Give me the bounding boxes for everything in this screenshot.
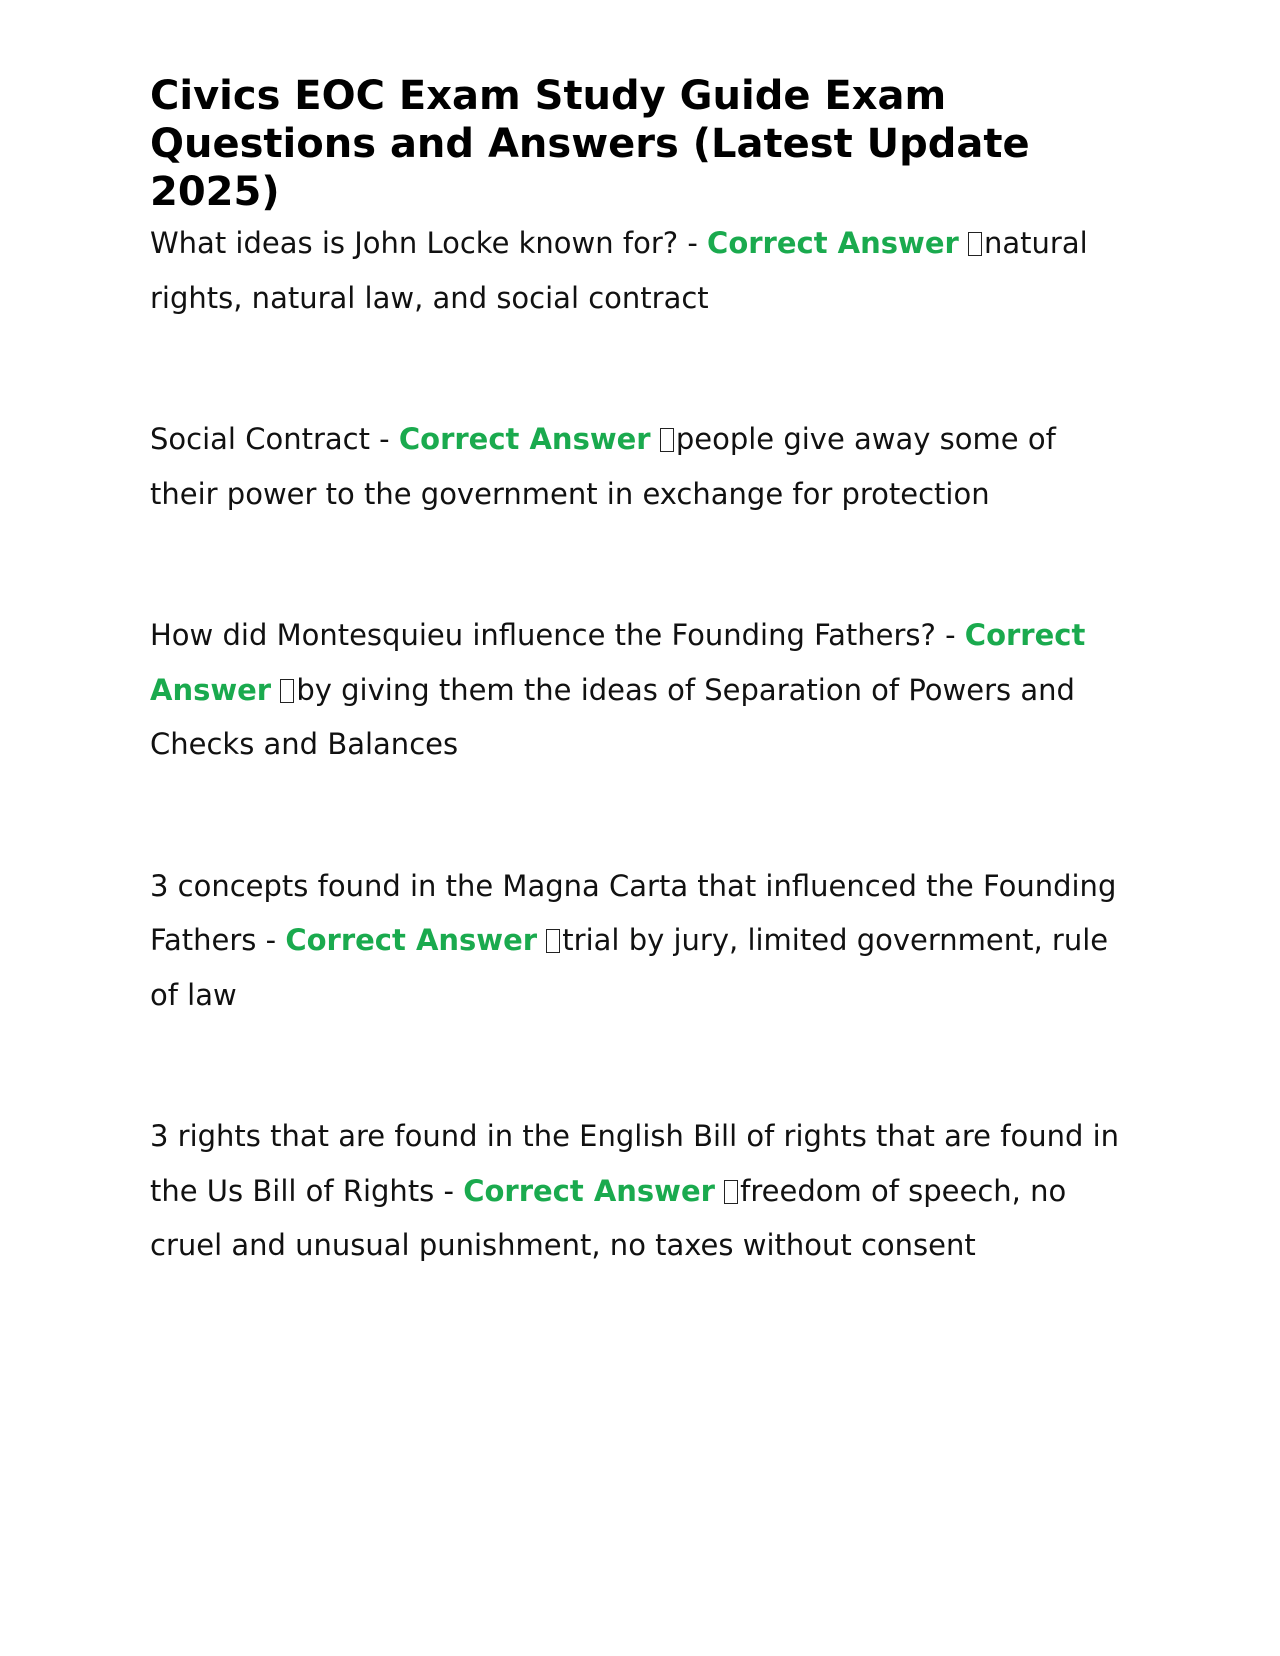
correct-answer-label: Correct Answer [707, 226, 959, 260]
document-page [150, 72, 1130, 1273]
question-text: Social Contract [150, 422, 370, 456]
qa-item [150, 216, 1130, 325]
document-title: Civics EOC Exam Study Guide Exam Questions and Answers (Latest Update 2025) [150, 73, 1030, 215]
separator: - [935, 618, 965, 652]
answer-text: people give away some of their power to the government in exchange for protection [150, 422, 1056, 511]
separator: - [678, 226, 708, 260]
correct-answer-label: Correct Answer [285, 923, 538, 957]
missing-glyph-icon [968, 232, 982, 256]
answer-text: natural rights, natural law, and social contract [150, 226, 1088, 315]
qa-item [150, 859, 1130, 1023]
correct-answer-label: Correct Answer [463, 1173, 715, 1208]
question-text: 3 rights that are found in the English Bill of rights that are found in the Us Bill of Rights [150, 1119, 1120, 1208]
answer-text: freedom of speech, no cruel and unusual punishment, no taxes without consent [150, 1173, 1067, 1262]
qa-item [150, 412, 1130, 521]
qa-item [150, 1109, 1130, 1273]
correct-answer-label: Correct Answer [150, 618, 1086, 707]
missing-glyph-icon [280, 679, 294, 703]
question-text: What ideas is John Locke known for? [150, 226, 679, 260]
separator: - [256, 923, 286, 957]
separator: - [434, 1173, 464, 1208]
question-text: 3 concepts found in the Magna Carta that influenced the Founding Fathers [150, 868, 1117, 957]
missing-glyph-icon [546, 929, 560, 953]
missing-glyph-icon [724, 1180, 738, 1204]
answer-text: by giving them the ideas of Separation of Powers and Checks and Balances [150, 672, 1075, 761]
question-text: How did Montesquieu influence the Founding Fathers? [150, 618, 936, 652]
qa-item [150, 608, 1130, 772]
correct-answer-label: Correct Answer [398, 422, 651, 456]
separator: - [369, 422, 399, 456]
qa-list [150, 216, 1130, 1273]
missing-glyph-icon [660, 428, 674, 452]
answer-text: trial by jury, limited government, rule of law [150, 923, 1109, 1012]
